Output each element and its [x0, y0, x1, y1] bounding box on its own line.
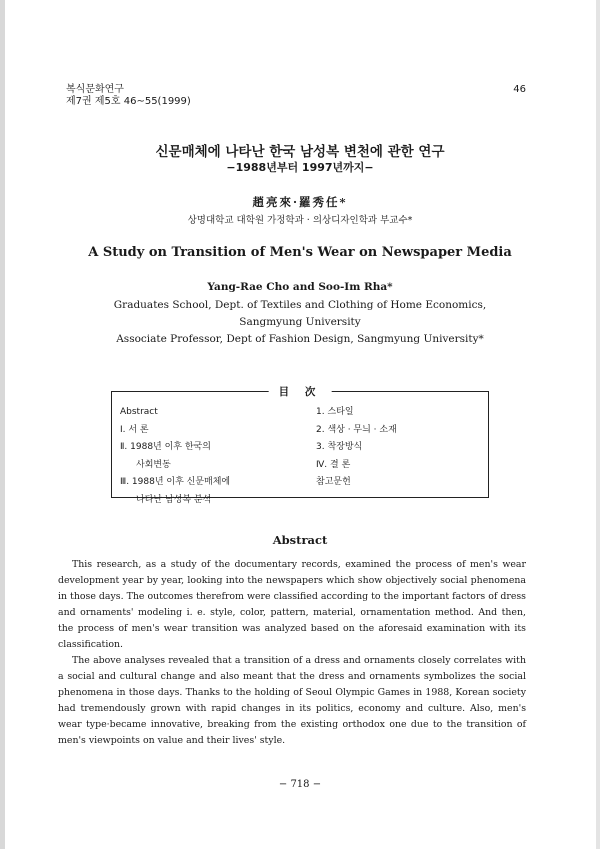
english-authors: Yang-Rae Cho and Soo-Im Rha* [207, 281, 393, 293]
abstract-paragraph: The above analyses revealed that a transition of a dress and ornaments closely correlates with a social and cultural change and also meant that the dress and ornaments symbolizes the social phenomena in those days. Thanks to the holding of Seoul Olympic Games in 1988, Korean society had tremendously grown with rapid changes in its politics, economy and culture. Also, men's wear type·became innovative, breaking from the existing orthodox one due to the transition of men's viewpoints on value and their lives' style. [58, 655, 526, 746]
journal-issue: 제7권 제5호 46∼55(1999) [66, 96, 191, 107]
toc-item: Ⅲ. 1988년 이후 신문매체에 [120, 477, 231, 487]
affiliation-line: Graduates School, Dept. of Textiles and Clothing of Home Economics, [113, 299, 487, 311]
journal-header [66, 84, 191, 108]
toc-item: Ⅳ. 결 론 [316, 459, 351, 470]
toc-item: 3. 착장방식 [316, 442, 363, 452]
affiliation-line: Associate Professor, Dept of Fashion Design, Sangmyung University* [116, 333, 484, 345]
korean-authors: 趙亮來·羅秀任* [252, 195, 348, 209]
korean-subtitle: −1988년부터 1997년까지− [226, 161, 374, 174]
journal-name: 복식문화연구 [66, 84, 124, 95]
toc-left-column [120, 404, 230, 509]
toc-item: 1. 스타일 [316, 407, 354, 417]
korean-title: 신문매체에 나타난 한국 남성복 변천에 관한 연구 [155, 144, 445, 160]
table-of-contents [111, 386, 489, 505]
footer-page-number: − 718 − [278, 779, 322, 790]
english-affiliation [0, 297, 600, 348]
toc-item: 사회변동 [136, 459, 171, 470]
toc-item: Abstract [120, 407, 158, 417]
toc-item: 나타난 남성복 분석 [136, 494, 212, 505]
toc-title: 目 次 [269, 384, 332, 399]
abstract-body [58, 557, 526, 749]
korean-affiliation: 상명대학교 대학원 가정학과 · 의상디자인학과 부교수* [187, 215, 413, 226]
page-number: 46 [513, 84, 526, 95]
english-title: A Study on Transition of Men's Wear on Newspaper Media [88, 245, 512, 260]
toc-item: 2. 색상 · 무늬 · 소재 [316, 424, 397, 435]
toc-item: 참고문헌 [316, 477, 351, 487]
abstract-paragraph: This research, as a study of the documentary records, examined the process of men's wear development year by year, looking into the newspapers which show objectively social phenomena in those days. The outcomes therefrom were classified according to the important factors of dress and ornaments' modeling i. e. style, color, pattern, material, ornamentation method. And then, the process of men's wear transition was analyzed based on the aforesaid examination with its classification. [58, 559, 526, 650]
toc-right-column [316, 404, 397, 492]
abstract-heading: Abstract [272, 533, 328, 547]
scan-edge-right [596, 0, 600, 849]
scan-edge-left [0, 0, 5, 849]
affiliation-line: Sangmyung University [239, 316, 361, 328]
toc-item: Ⅰ. 서 론 [120, 424, 149, 435]
toc-item: Ⅱ. 1988년 이후 한국의 [120, 442, 211, 452]
